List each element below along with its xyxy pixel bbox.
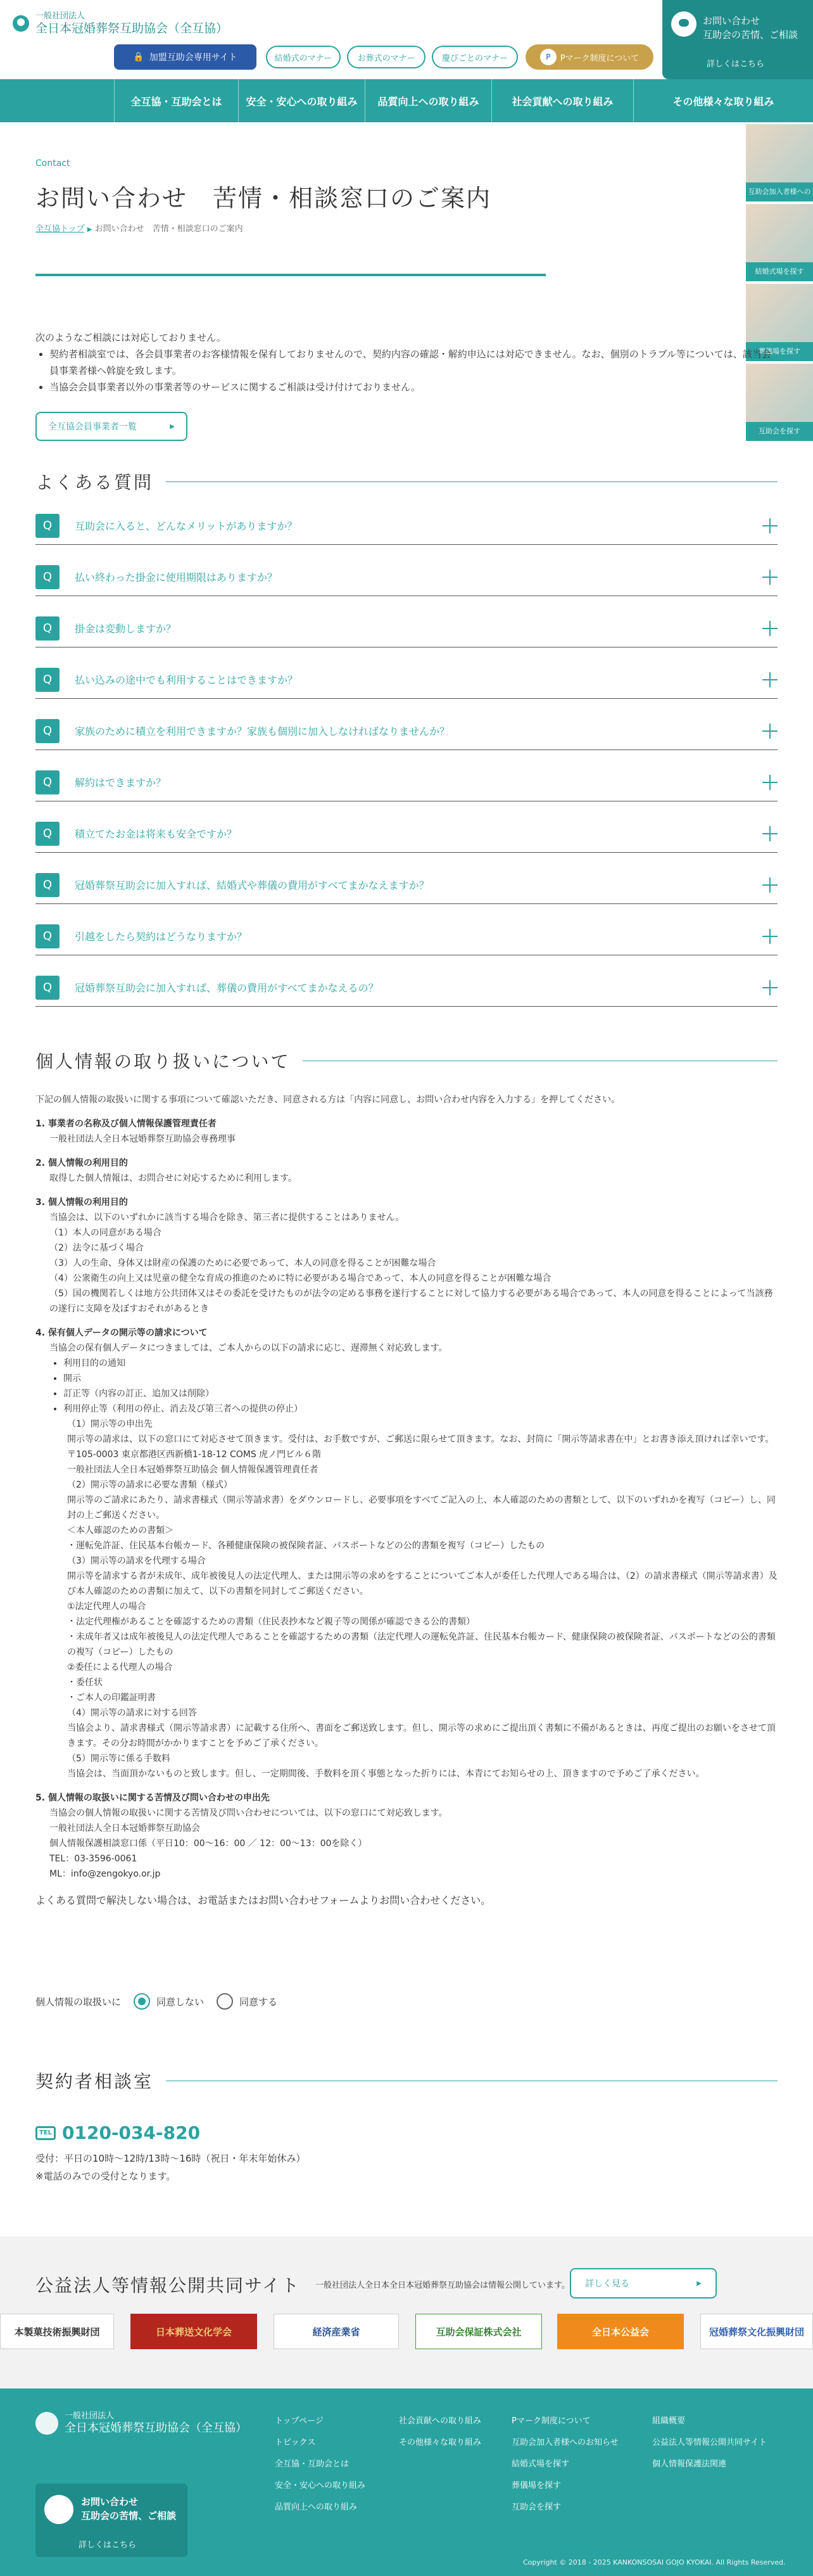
footer-link[interactable]: Pマーク制度について: [512, 2416, 591, 2426]
faq-question: 積立てたお金は将来も安全ですか？: [75, 828, 237, 840]
plus-icon: [762, 570, 778, 585]
pub-sub: 一般社団法人全日本全日本冠婚葬祭互助協会は情報公開しています。: [315, 2281, 570, 2290]
footer-contact2: 互助会の苦情、ご相談: [81, 2510, 177, 2522]
q-icon: Q: [35, 770, 60, 794]
privacy-sub-item: 開示等を請求する者が未成年、成年被後見人の法定代理人、または開示等の求めをすることについてご本人が委任した代理人である場合は、（2）の請求書様式（開示等請求書）及び本人確認のための書類に加えて、以下の書類を同封してご郵送ください。: [67, 1571, 778, 1597]
public-info-section: [0, 2236, 813, 2388]
privacy-sub-item: （3）開示等の請求を代理する場合: [67, 1556, 206, 1566]
footer-contact-box[interactable]: [35, 2484, 187, 2557]
faq-item[interactable]: [35, 609, 778, 647]
privacy-sub-item: ・未成年者又は成年被後見人の法定代理人であることを確認するための書類（法定代理人の運転免許証、住民基本台帳カード、健康保険の被保険者証、パスポートなどの公的書類の複写（コピー）したもの: [67, 1632, 776, 1657]
footer-link[interactable]: 互助会を探す: [512, 2503, 562, 2512]
side-label: 葬儀場を探す: [746, 342, 813, 361]
privacy-sub-item: 開示等の請求は、以下の窓口にて対応させて頂きます。受付は、お手数ですが、ご郵送に限らせて頂きます。なお、封筒に「開示等請求書在中」とお書き添え頂ければ幸いです。: [67, 1434, 774, 1444]
banner-3[interactable]: 経済産業省: [274, 2314, 399, 2349]
faq-question: 払い込みの途中でも利用することはできますか？: [75, 674, 298, 686]
nav-item-social[interactable]: 社会貢献への取り組み: [491, 79, 633, 122]
footer-org-name: 全日本冠婚葬祭互助協会（全互協）: [65, 2421, 247, 2435]
side-card-wedding[interactable]: [746, 204, 813, 281]
privacy-bullet: • 開示: [63, 1371, 778, 1386]
faq-question: 解約はできますか？: [75, 777, 167, 789]
privacy-bullet: • 訂正等（内容の訂正、追加又は削除）: [63, 1386, 778, 1401]
logo-icon: [35, 2412, 58, 2435]
plus-icon: [762, 826, 778, 841]
privacy-list-item: （5）国の機関若しくは地方公共団体又はその委託を受けたものが法令の定める事務を遂行することに対して協力する必要がある場合であって、本人の同意を得ることによって当該務の遂行に支障を及ぼすおそれがあるとき: [49, 1289, 773, 1314]
side-card-notice[interactable]: [746, 124, 813, 201]
consult-title: 契約者相談室: [35, 2071, 154, 2092]
faq-item[interactable]: [35, 815, 778, 853]
footer-link[interactable]: 葬儀場を探す: [512, 2481, 562, 2490]
privacy-body: [35, 1092, 778, 1908]
footer-contact-detail[interactable]: 詳しくはこちら: [79, 2541, 137, 2550]
faq-item[interactable]: [35, 917, 778, 955]
org-small: 一般社団法人: [35, 11, 85, 21]
funeral-manner-link[interactable]: お葬式のマナー: [347, 46, 425, 68]
faq-question: 払い終わった掛金に使用期限はありますか？: [75, 571, 277, 583]
nav-item-safety[interactable]: 安全・安心への取り組み: [238, 79, 365, 122]
footer-link[interactable]: その他様々な取り組み: [399, 2438, 482, 2447]
privacy-contact-line: ML：info@zengokyo.or.jp: [49, 1869, 161, 1879]
privacy-sub-item: ②委任による代理人の場合: [67, 1662, 173, 1673]
consent-radios: [35, 1993, 277, 2010]
side-label: 互助会加入者様への: [746, 182, 813, 201]
q-icon: Q: [35, 565, 60, 589]
plus-icon: [762, 724, 778, 739]
plus-icon: [762, 621, 778, 636]
privacy-p2: 取得した個人情報は、お問合せに対応するために利用します。: [49, 1173, 297, 1183]
header-contact-box[interactable]: [662, 0, 813, 79]
plus-icon: [762, 672, 778, 687]
faq-question: 引越をしたら契約はどうなりますか？: [75, 931, 248, 943]
consult-note: ※電話のみでの受付となります。: [35, 2171, 176, 2182]
footer-link[interactable]: 互助会加入者様へのお知らせ: [512, 2438, 619, 2447]
faq-question: 掛金は変動しますか？: [75, 623, 177, 635]
privacy-sub-item: 一般社団法人全日本冠婚葬祭互助協会 個人情報保護管理責任者: [67, 1465, 318, 1475]
plus-icon: [762, 775, 778, 790]
breadcrumb-home[interactable]: 全互協トップ: [35, 224, 85, 234]
plus-icon: [762, 929, 778, 944]
plus-icon: [762, 980, 778, 995]
page-label: Contact: [35, 158, 70, 169]
privacy-list-item: （3）人の生命、身体又は財産の保護のために必要であって、本人の同意を得ることが困難な場合: [49, 1258, 436, 1268]
privacy-list-item: （4）公衆衛生の向上又は児童の健全な育成の推進のために特に必要がある場合であって、本人の同意を得ることが困難な場合: [49, 1273, 551, 1284]
faq-item[interactable]: [35, 712, 778, 750]
pub-more-button[interactable]: [570, 2268, 717, 2299]
side-label: 結婚式場を探す: [746, 262, 813, 281]
faq-title: よくある質問: [35, 472, 154, 493]
privacy-note: よくある質問で解決しない場合は、お電話またはお問い合わせフォームよりお問い合わせください。: [35, 1894, 491, 1906]
privacy-sub-item: 開示等のご請求にあたり、請求書様式（開示等請求書）をダウンロードし、必要事項をすべてご記入の上、本人確認のための書類として、以下のいずれかを複写（コピー）し、同封の上ご郵送ください。: [67, 1495, 776, 1521]
wedding-manner-link[interactable]: 結婚式のマナー: [266, 46, 341, 68]
member-site-button[interactable]: [114, 44, 256, 70]
pub-title: 公益法人等情報公開共同サイト: [35, 2275, 301, 2296]
footer-link[interactable]: 社会貢献への取り組み: [399, 2416, 482, 2426]
footer-link[interactable]: 組織概要: [652, 2416, 686, 2426]
consent-no-label: 同意しない: [156, 1996, 205, 2008]
nav-item-other[interactable]: その他様々な取り組み: [633, 79, 813, 122]
q-icon: Q: [35, 822, 60, 846]
consult-hours: 受付：平日の10時〜12時/13時〜16時（祝日・年末年始休み）: [35, 2153, 306, 2164]
intro-item: • 当協会会員事業者以外の事業者等のサービスに関するご相談は受け付けておりません。: [49, 379, 776, 395]
freedial-icon: TEL: [35, 2126, 56, 2140]
intro-section: [35, 329, 776, 395]
faq-item[interactable]: [35, 763, 778, 801]
consent-yes-label: 同意する: [239, 1996, 278, 2008]
footer-link[interactable]: トピックス: [275, 2438, 316, 2447]
site-logo[interactable]: [13, 11, 228, 35]
site-header: [0, 0, 813, 79]
org-name: 全日本冠婚葬祭互助協会（全互協）: [35, 22, 229, 35]
breadcrumb-current: お問い合わせ 苦情・相談窓口のご案内: [94, 224, 243, 234]
consent-label: 個人情報の取扱いに: [35, 1996, 122, 2008]
faq-question: 冠婚葬祭互助会に加入すれば、結婚式や葬儀の費用がすべてまかなえますか？: [75, 879, 429, 891]
pub-more-label: 詳しく見る: [585, 2279, 629, 2289]
privacy-h5: 5. 個人情報の取扱いに関する苦情及び問い合わせの申出先: [35, 1793, 270, 1803]
privacy-title: 個人情報の取り扱いについて: [35, 1051, 291, 1072]
privacy-sub-item: 当協会は、当面頂かないものと致します。但し、一定期間後、手数料を頂く事態となった折りには、本青にてお知らせの上、頂きますので予めご了承ください。: [67, 1769, 705, 1779]
privacy-contact-line: 一般社団法人全日本冠婚葬祭互助協会: [49, 1823, 200, 1833]
global-nav: [0, 79, 813, 122]
privacy-p1: 一般社団法人全日本冠婚葬祭互助協会専務理事: [49, 1134, 236, 1144]
q-icon: Q: [35, 616, 60, 641]
plus-icon: [762, 518, 778, 533]
banner-6[interactable]: 冠婚葬祭文化振興財団: [700, 2314, 813, 2349]
page-title: お問い合わせ 苦情・相談窓口のご案内: [35, 184, 492, 212]
privacy-sub-item: ・委任状: [67, 1678, 103, 1688]
heading-rule: [166, 481, 778, 482]
privacy-bullet: • 利用停止等（利用の停止、消去及び第三者への提供の停止）: [63, 1401, 778, 1417]
privacy-sub-item: （2）開示等の請求に必要な書類（様式）: [67, 1480, 232, 1490]
privacy-sub-item: ①法定代理人の場合: [67, 1602, 146, 1612]
chat-icon: [44, 2495, 73, 2524]
side-image: [746, 204, 813, 262]
radio-empty-icon: [217, 1993, 233, 2010]
contact-line1: お問い合わせ: [703, 15, 760, 27]
faq-item[interactable]: [35, 558, 778, 596]
privacy-sub-item: ・運転免許証、住民基本台帳カード、各種健康保険の被保険者証、パスポートなどの公的書類を複写（コピー）したもの: [67, 1541, 545, 1551]
consult-tel: [35, 2122, 305, 2185]
privacy-h2: 2. 個人情報の利用目的: [35, 1158, 128, 1168]
privacy-sub-item: （5）開示等に係る手数料: [67, 1754, 170, 1764]
copyright: Copyright © 2018 - 2025 KANKONSOSAI GOJO KYOKAI. All Rights Reserved.: [523, 2558, 786, 2566]
q-icon: Q: [35, 514, 60, 538]
footer-link[interactable]: トップページ: [275, 2416, 324, 2426]
intro-lead: 次のようなご相談には対応しておりません。: [35, 332, 226, 343]
footer-org-small: 一般社団法人: [65, 2411, 115, 2421]
consult-heading: [35, 2068, 778, 2093]
privacy-sub-item: ＜本人確認のための書類＞: [67, 1526, 173, 1536]
privacy-heading: [35, 1048, 778, 1073]
privacy-sub-item: （1）開示等の申出先: [67, 1419, 153, 1429]
consent-yes-radio[interactable]: [217, 1993, 277, 2010]
privacy-contact-line: 個人情報保護相談窓口係（平日10：00～16：00 ／ 12：00～13：00を除く）: [49, 1839, 367, 1849]
q-icon: Q: [35, 873, 60, 897]
faq-question: 家族のために積立を利用できますか？家族も個別に加入しなければなりませんか？: [75, 725, 450, 737]
breadcrumb-arrow-icon: ▶: [87, 226, 92, 233]
privacy-sub-item: 〒105-0003 東京都港区西新橋1-18-12 COMS 虎ノ門ビル６階: [67, 1450, 322, 1460]
footer-link[interactable]: 全互協・互助会とは: [275, 2459, 350, 2469]
privacy-list-item: （1）本人の同意がある場合: [49, 1228, 161, 1238]
faq-item[interactable]: [35, 661, 778, 699]
side-image: [746, 124, 813, 182]
pmark-icon: P: [540, 49, 557, 65]
faq-item[interactable]: [35, 969, 778, 1007]
member-site-label: 加盟互助会専用サイト: [149, 53, 237, 63]
privacy-h4: 4. 保有個人データの開示等の請求について: [35, 1328, 208, 1338]
plus-icon: [762, 877, 778, 893]
faq-question: 互助会に入ると、どんなメリットがありますか？: [75, 520, 298, 532]
privacy-sub-item: ・法定代理権があることを確認するための書類（住民表抄本など親子等の関係が確認できる公的書類）: [67, 1617, 475, 1627]
banner-5[interactable]: 全日本公益会: [557, 2314, 684, 2349]
privacy-h3: 3. 個人情報の利用目的: [35, 1197, 128, 1208]
privacy-sub-item: （4）開示等の請求に対する回答: [67, 1708, 197, 1718]
logo-icon: [13, 15, 29, 32]
privacy-contact-line: TEL：03-3596-0061: [49, 1854, 137, 1864]
tel-number[interactable]: 0120-034-820: [62, 2122, 201, 2143]
nav-item-about[interactable]: 全互協・互助会とは: [114, 79, 238, 122]
privacy-list-item: （2）法令に基づく場合: [49, 1243, 144, 1253]
q-icon: Q: [35, 719, 60, 743]
breadcrumb: [35, 222, 243, 234]
contact-detail-link[interactable]: 詳しくはこちら: [707, 60, 765, 69]
nav-item-quality[interactable]: 品質向上への取り組み: [365, 79, 491, 122]
faq-heading: [35, 469, 778, 494]
footer-logo[interactable]: [35, 2411, 247, 2435]
footer-link[interactable]: 公益法人等情報公開共同サイト: [652, 2438, 767, 2447]
member-list-button[interactable]: [35, 412, 187, 441]
privacy-p3: 当協会は、以下のいずれかに該当する場合を除き、第三者に提供することはありません。: [49, 1213, 405, 1223]
banner-4[interactable]: 互助会保証株式会社: [415, 2314, 542, 2349]
faq-question: 冠婚葬祭互助会に加入すれば、葬儀の費用がすべてまかなえるの？: [75, 982, 379, 994]
arrow-right-icon: ▶: [170, 423, 175, 430]
arrow-right-icon: ▶: [696, 2280, 702, 2287]
footer-link[interactable]: 安全・安心への取り組み: [275, 2481, 366, 2490]
footer-contact1: お問い合わせ: [81, 2496, 139, 2508]
footer-link[interactable]: 個人情報保護法関連: [652, 2459, 727, 2469]
pmark-button[interactable]: [526, 44, 653, 70]
faq-item[interactable]: [35, 507, 778, 545]
privacy-lead: 下記の個人情報の取扱いに関する事項について確認いただき、同意される方は「内容に同意し、お問い合わせ内容を入力する」を押してください。: [35, 1095, 621, 1105]
faq-item[interactable]: [35, 866, 778, 904]
q-icon: Q: [35, 668, 60, 692]
intro-item: • 契約者相談室では、各会員事業者のお客様情報を保有しておりませんので、契約内容の確認・解約申込には対応できません。なお、個別のトラブル等については、該当会員事業者様へ斡旋を致します。: [49, 346, 776, 379]
radio-checked-icon: [134, 1993, 150, 2010]
privacy-h1: 1. 事業者の名称及び個人情報保護管理責任者: [35, 1119, 217, 1129]
footer-link[interactable]: 品質向上への取り組み: [275, 2503, 358, 2512]
side-label: 互助会を探す: [746, 422, 813, 441]
q-icon: Q: [35, 924, 60, 948]
lock-icon: 🔒: [133, 52, 144, 62]
privacy-sub-item: 当協会より、請求書様式（開示等請求書）に記載する住所へ、書面をご郵送致します。但し、開示等の求めにご提出頂く書類に不備があるときは、再度ご提出のお願いをさせて頂きます。その分お時間がかかりますことを予めご了承ください。: [67, 1723, 776, 1749]
footer-link[interactable]: 結婚式場を探す: [512, 2459, 570, 2469]
privacy-p4: 当協会の保有個人データにつきましては、ご本人からの以下の請求に応じ、遅滞無く対応致します。: [49, 1343, 448, 1353]
banner-2[interactable]: 日本葬送文化学会: [130, 2314, 257, 2349]
privacy-contact-line: 当協会の個人情報の取扱いに関する苦情及び問い合わせについては、以下の窓口にて対応致します。: [49, 1808, 448, 1818]
privacy-sub-item: ・ご本人の印鑑証明書: [67, 1693, 156, 1703]
chat-icon: [671, 11, 696, 37]
q-icon: Q: [35, 976, 60, 1000]
site-footer: [0, 2388, 813, 2576]
title-underline: [35, 274, 546, 276]
contact-line2: 互助会の苦情、ご相談: [703, 29, 798, 41]
celebration-manner-link[interactable]: 慶びごとのマナー: [432, 46, 518, 68]
member-list-label: 全互協会員事業者一覧: [48, 422, 137, 432]
privacy-bullet: • 利用目的の通知: [63, 1356, 778, 1371]
consent-no-radio[interactable]: [134, 1993, 204, 2010]
pmark-label: Pマーク制度について: [560, 53, 640, 63]
side-banners: [746, 124, 813, 443]
banner-1[interactable]: 本製菓技術振興財団: [0, 2314, 114, 2349]
